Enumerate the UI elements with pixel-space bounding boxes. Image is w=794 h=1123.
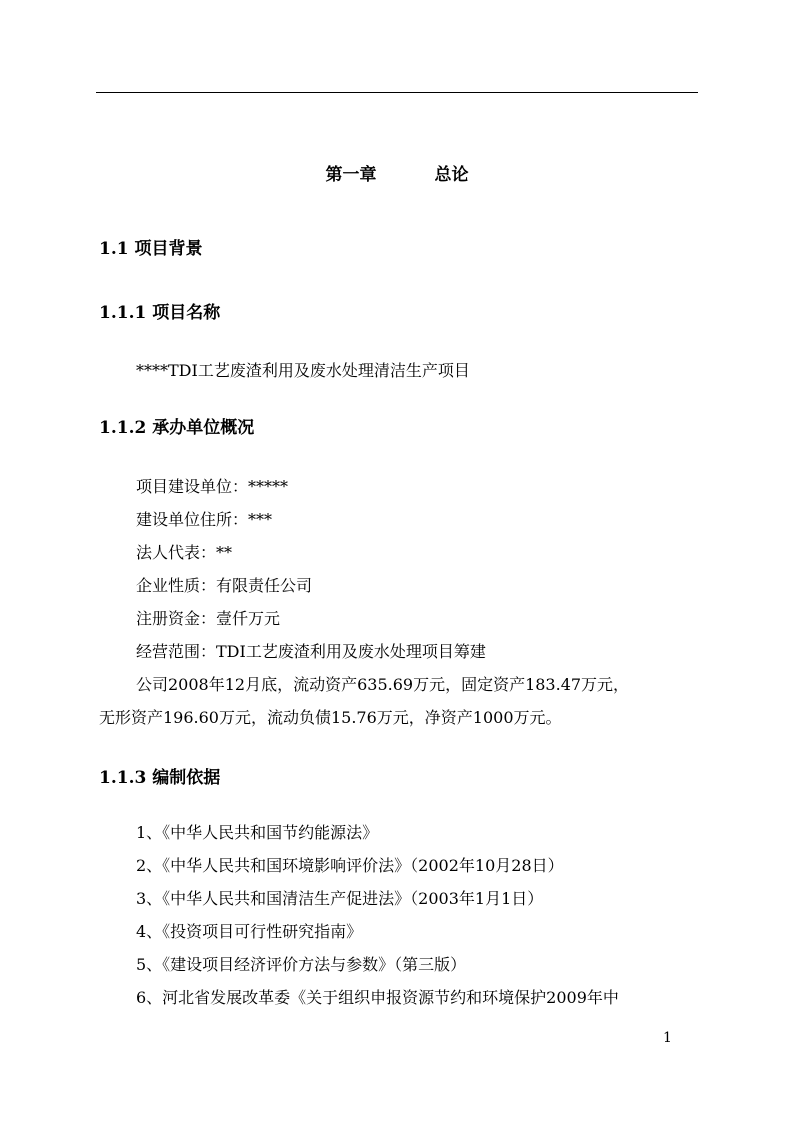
- basis-item: 2、《中华人民共和国环境影响评价法》（2002年10月28日）: [136, 856, 564, 875]
- unit-line: 经营范围：TDI工艺废渣利用及废水处理项目筹建: [136, 642, 486, 661]
- unit-line: 项目建设单位：*****: [136, 477, 289, 496]
- section-heading-1-1-1: 1.1.1 项目名称: [99, 303, 221, 323]
- basis-item: 1、《中华人民共和国节约能源法》: [136, 823, 379, 842]
- basis-item: 4、《投资项目可行性研究指南》: [136, 922, 363, 941]
- basis-item: 6、河北省发展改革委《关于组织申报资源节约和环境保护2009年中: [136, 988, 619, 1007]
- unit-line: 企业性质：有限责任公司: [136, 576, 313, 595]
- finance-line: 公司2008年12月底，流动资产635.69万元，固定资产183.47万元，: [136, 675, 630, 694]
- unit-line: 建设单位住所：***: [136, 510, 273, 529]
- page-number: 1: [663, 1030, 672, 1046]
- header-rule: [96, 92, 698, 93]
- section-heading-1-1-2: 1.1.2 承办单位概况: [99, 418, 255, 438]
- basis-item: 3、《中华人民共和国清洁生产促进法》（2003年1月1日）: [136, 889, 544, 908]
- finance-line: 无形资产196.60万元，流动负债15.76万元，净资产1000万元。: [99, 708, 562, 727]
- chapter-number: 第一章: [325, 165, 377, 185]
- basis-item: 5、《建设项目经济评价方法与参数》（第三版）: [136, 955, 467, 974]
- section-heading-1-1-3: 1.1.3 编制依据: [99, 768, 221, 788]
- chapter-title: 总论: [434, 165, 469, 185]
- project-name: ****TDI工艺废渣利用及废水处理清洁生产项目: [136, 361, 470, 380]
- chapter-heading: [0, 160, 794, 185]
- unit-line: 法人代表：**: [136, 543, 233, 562]
- section-heading-1-1: 1.1 项目背景: [99, 239, 203, 259]
- unit-line: 注册资金：壹仟万元: [136, 609, 281, 628]
